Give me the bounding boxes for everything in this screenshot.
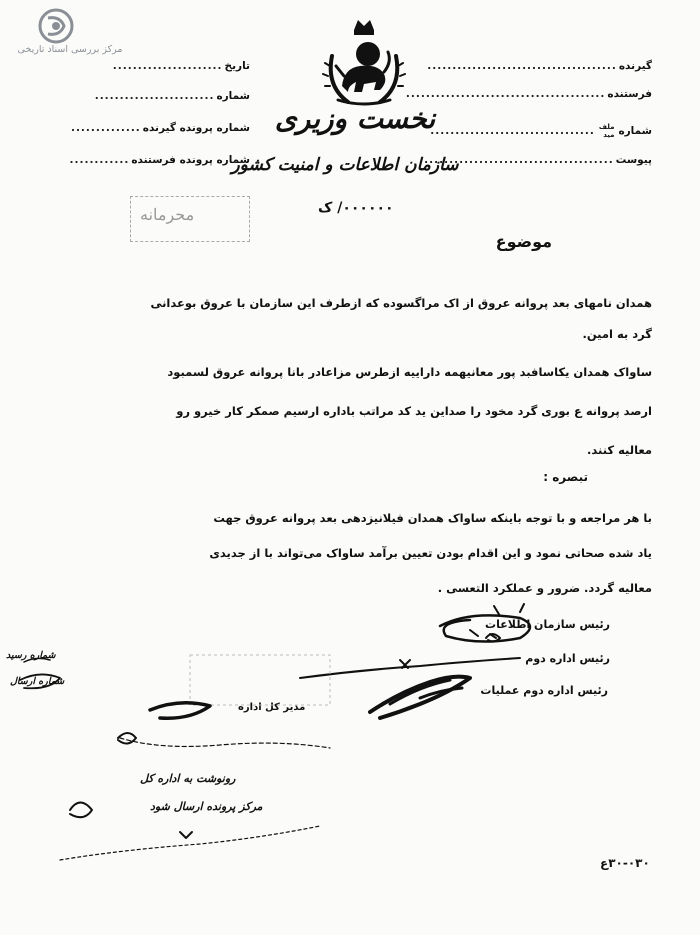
number-field: شماره ملف مید ................................. xyxy=(430,123,652,139)
watermark-text: مرکز بررسی اسناد تاریخی xyxy=(17,44,123,55)
recipient-field: گیرنده ...................................... xyxy=(427,60,652,72)
sender-file-number-field: شماره پرونده فرستنده ............ xyxy=(69,154,250,166)
document-number: ۰۰۰۰۰۰/ ک xyxy=(318,200,394,216)
serial-label-2: مید xyxy=(603,131,615,139)
signature-line-3: رئیس اداره دوم عملیات xyxy=(480,684,608,697)
signature-line-2: رئیس اداره دوم xyxy=(525,652,610,665)
serial-label-1: ملف xyxy=(598,123,615,131)
note-line-2: یاد شده صحاتی نمود و این اقدام بودن تعیین برآمد ساواک می‌تواند با از جدیدی xyxy=(209,546,652,560)
body-line-3: ساواک همدان یکاسافبد پور معانیهمه داراییه ازطرس مزاعادر بانا پروانه عروق لسمبود xyxy=(167,365,652,379)
recipient-file-number-field: شماره پرونده گیرنده .............. xyxy=(70,122,250,134)
organization-subtitle: سازمان اطلاعات و امنیت کشور xyxy=(231,155,459,175)
handwritten-note-3: مرکز پرونده ارسال شود xyxy=(150,800,263,813)
sender-field: فرستنده ........................................ xyxy=(405,88,652,100)
note-line-3: معالیه گردد. ضرور و عملکرد التعسی . xyxy=(437,581,652,595)
lion-and-sun-emblem-icon xyxy=(318,16,410,110)
body-line-4: ارصد پروانه ع بوری گرد مخود را صداین ید کد مراتب باداره ارسیم صمکر کار خیرو رو xyxy=(176,404,652,418)
body-line-2: گرد به امین. xyxy=(582,327,652,341)
note-line-1: با هر مراجعه و با توجه باینکه ساواک همدان فیلانیزدهی بعد پروانه عروق جهت xyxy=(213,511,652,525)
margin-note-2: شماره ارسال xyxy=(10,676,65,687)
archive-logo-icon xyxy=(38,8,74,44)
handwritten-signatures xyxy=(0,600,700,870)
number-left-field: شماره ........................ xyxy=(94,90,250,102)
body-line-5: معالیه کنند. xyxy=(586,443,652,457)
footer-code: ۳۰-۰۳۰ع xyxy=(600,856,650,870)
subject-label: موضوع xyxy=(495,232,552,251)
handwritten-note-2: رونوشت به اداره کل xyxy=(140,772,236,785)
attachment-field: پیوست ...................................... xyxy=(424,154,652,166)
margin-note-1: شماره رسید xyxy=(6,650,56,661)
ministry-title: نخست وزیری xyxy=(274,102,436,135)
body-line-1: همدان نامهای بعد پروانه عروق از اک مراگسوده که ازطرف این سازمان با عروق بوعدانی xyxy=(150,296,652,310)
date-field: تاریخ ...................... xyxy=(112,60,250,72)
note-heading: تبصره : xyxy=(543,470,588,484)
signature-line-1: رئیس سازمان اطلاعات xyxy=(485,618,610,631)
handwritten-note-1: مدیر کل اداره xyxy=(238,702,306,713)
classification-stamp-text: محرمانه xyxy=(140,205,195,224)
